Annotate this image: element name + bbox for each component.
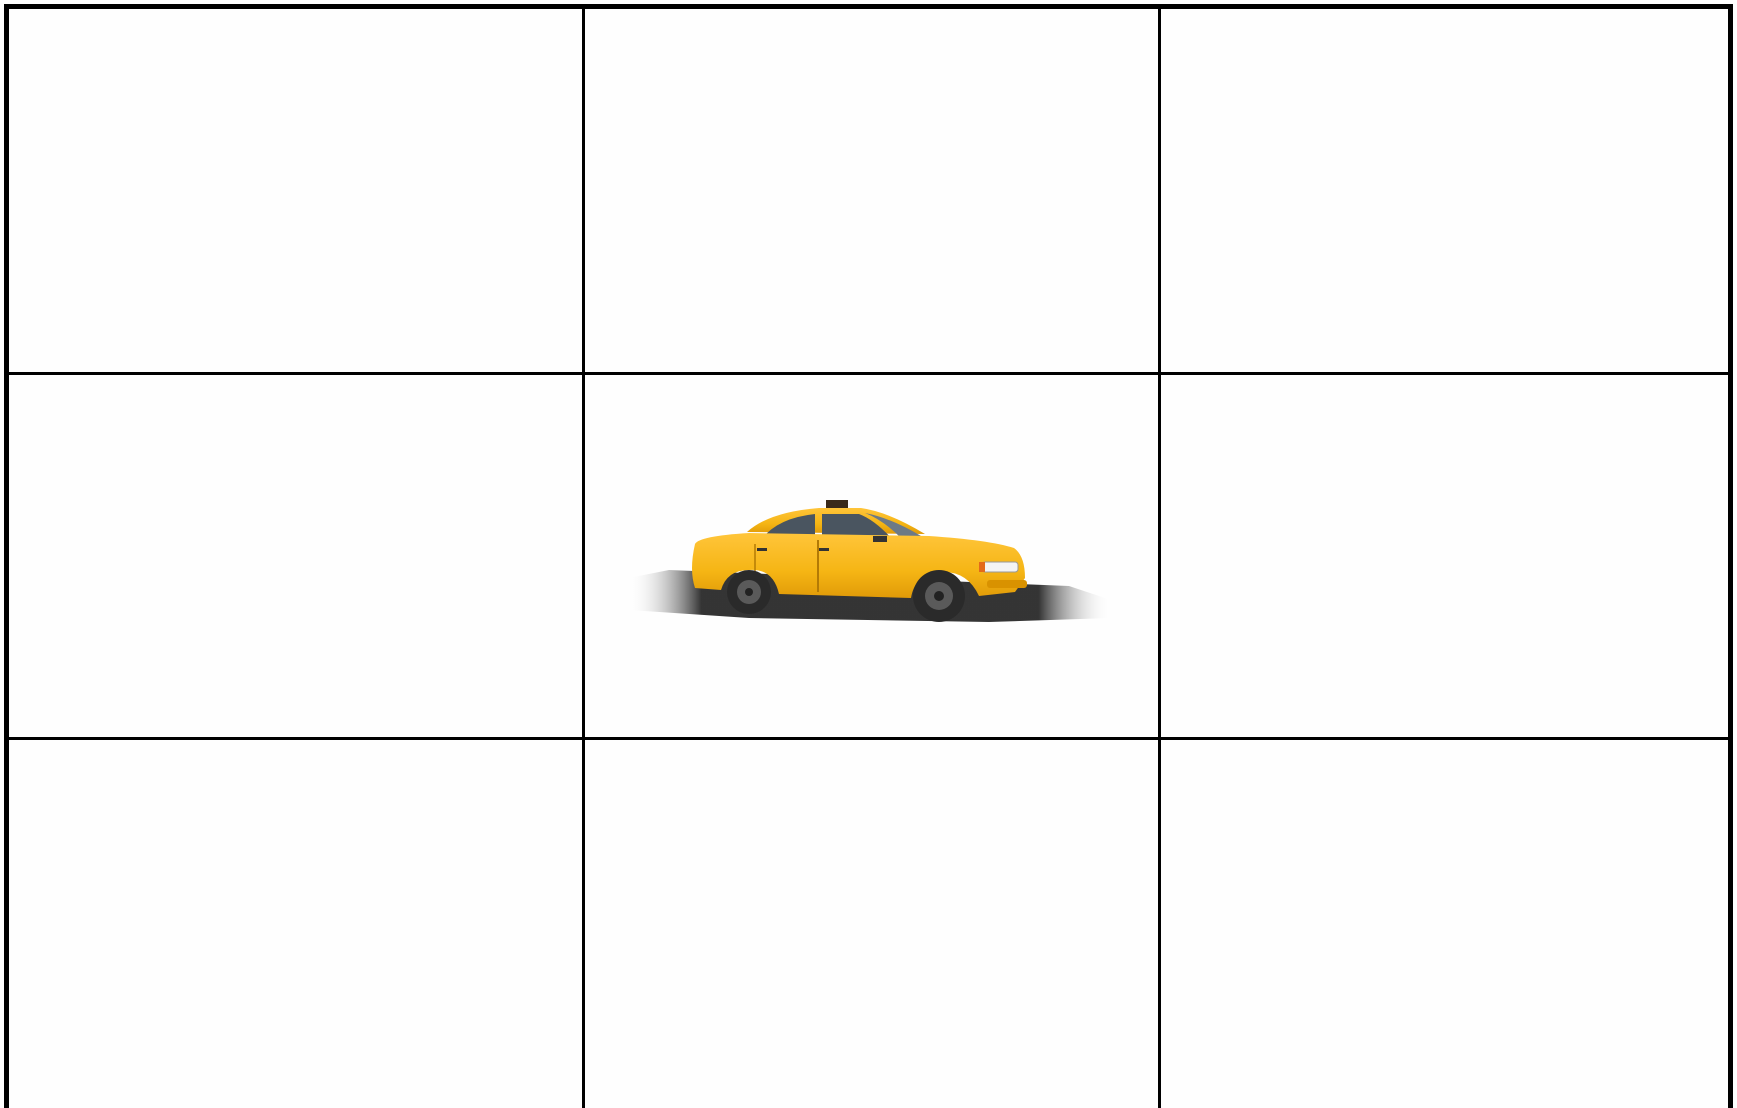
grid-cell-r1c2 [585,9,1161,375]
grid-cell-r3c3 [1161,740,1728,1108]
door-handle-front [819,548,829,551]
grid-board [4,4,1733,1108]
grid-cell-r2c3 [1161,375,1728,740]
door-handle-rear [757,548,767,551]
grid-cell-r3c2 [585,740,1161,1108]
headlight [982,562,1018,572]
taxi-roof-light [826,500,848,508]
front-bumper [987,580,1027,588]
grid-cell-r2c1 [9,375,585,740]
front-wheel [913,570,965,622]
rear-wheel [727,570,771,614]
grid-cell-r3c1 [9,740,585,1108]
taxi-cab-image [629,500,1111,630]
grid-cell-r1c3 [1161,9,1728,375]
side-mirror [873,536,887,542]
turn-signal [979,562,985,572]
grid-cell-r1c1 [9,9,585,375]
grid-cell-r2c2 [585,375,1161,740]
